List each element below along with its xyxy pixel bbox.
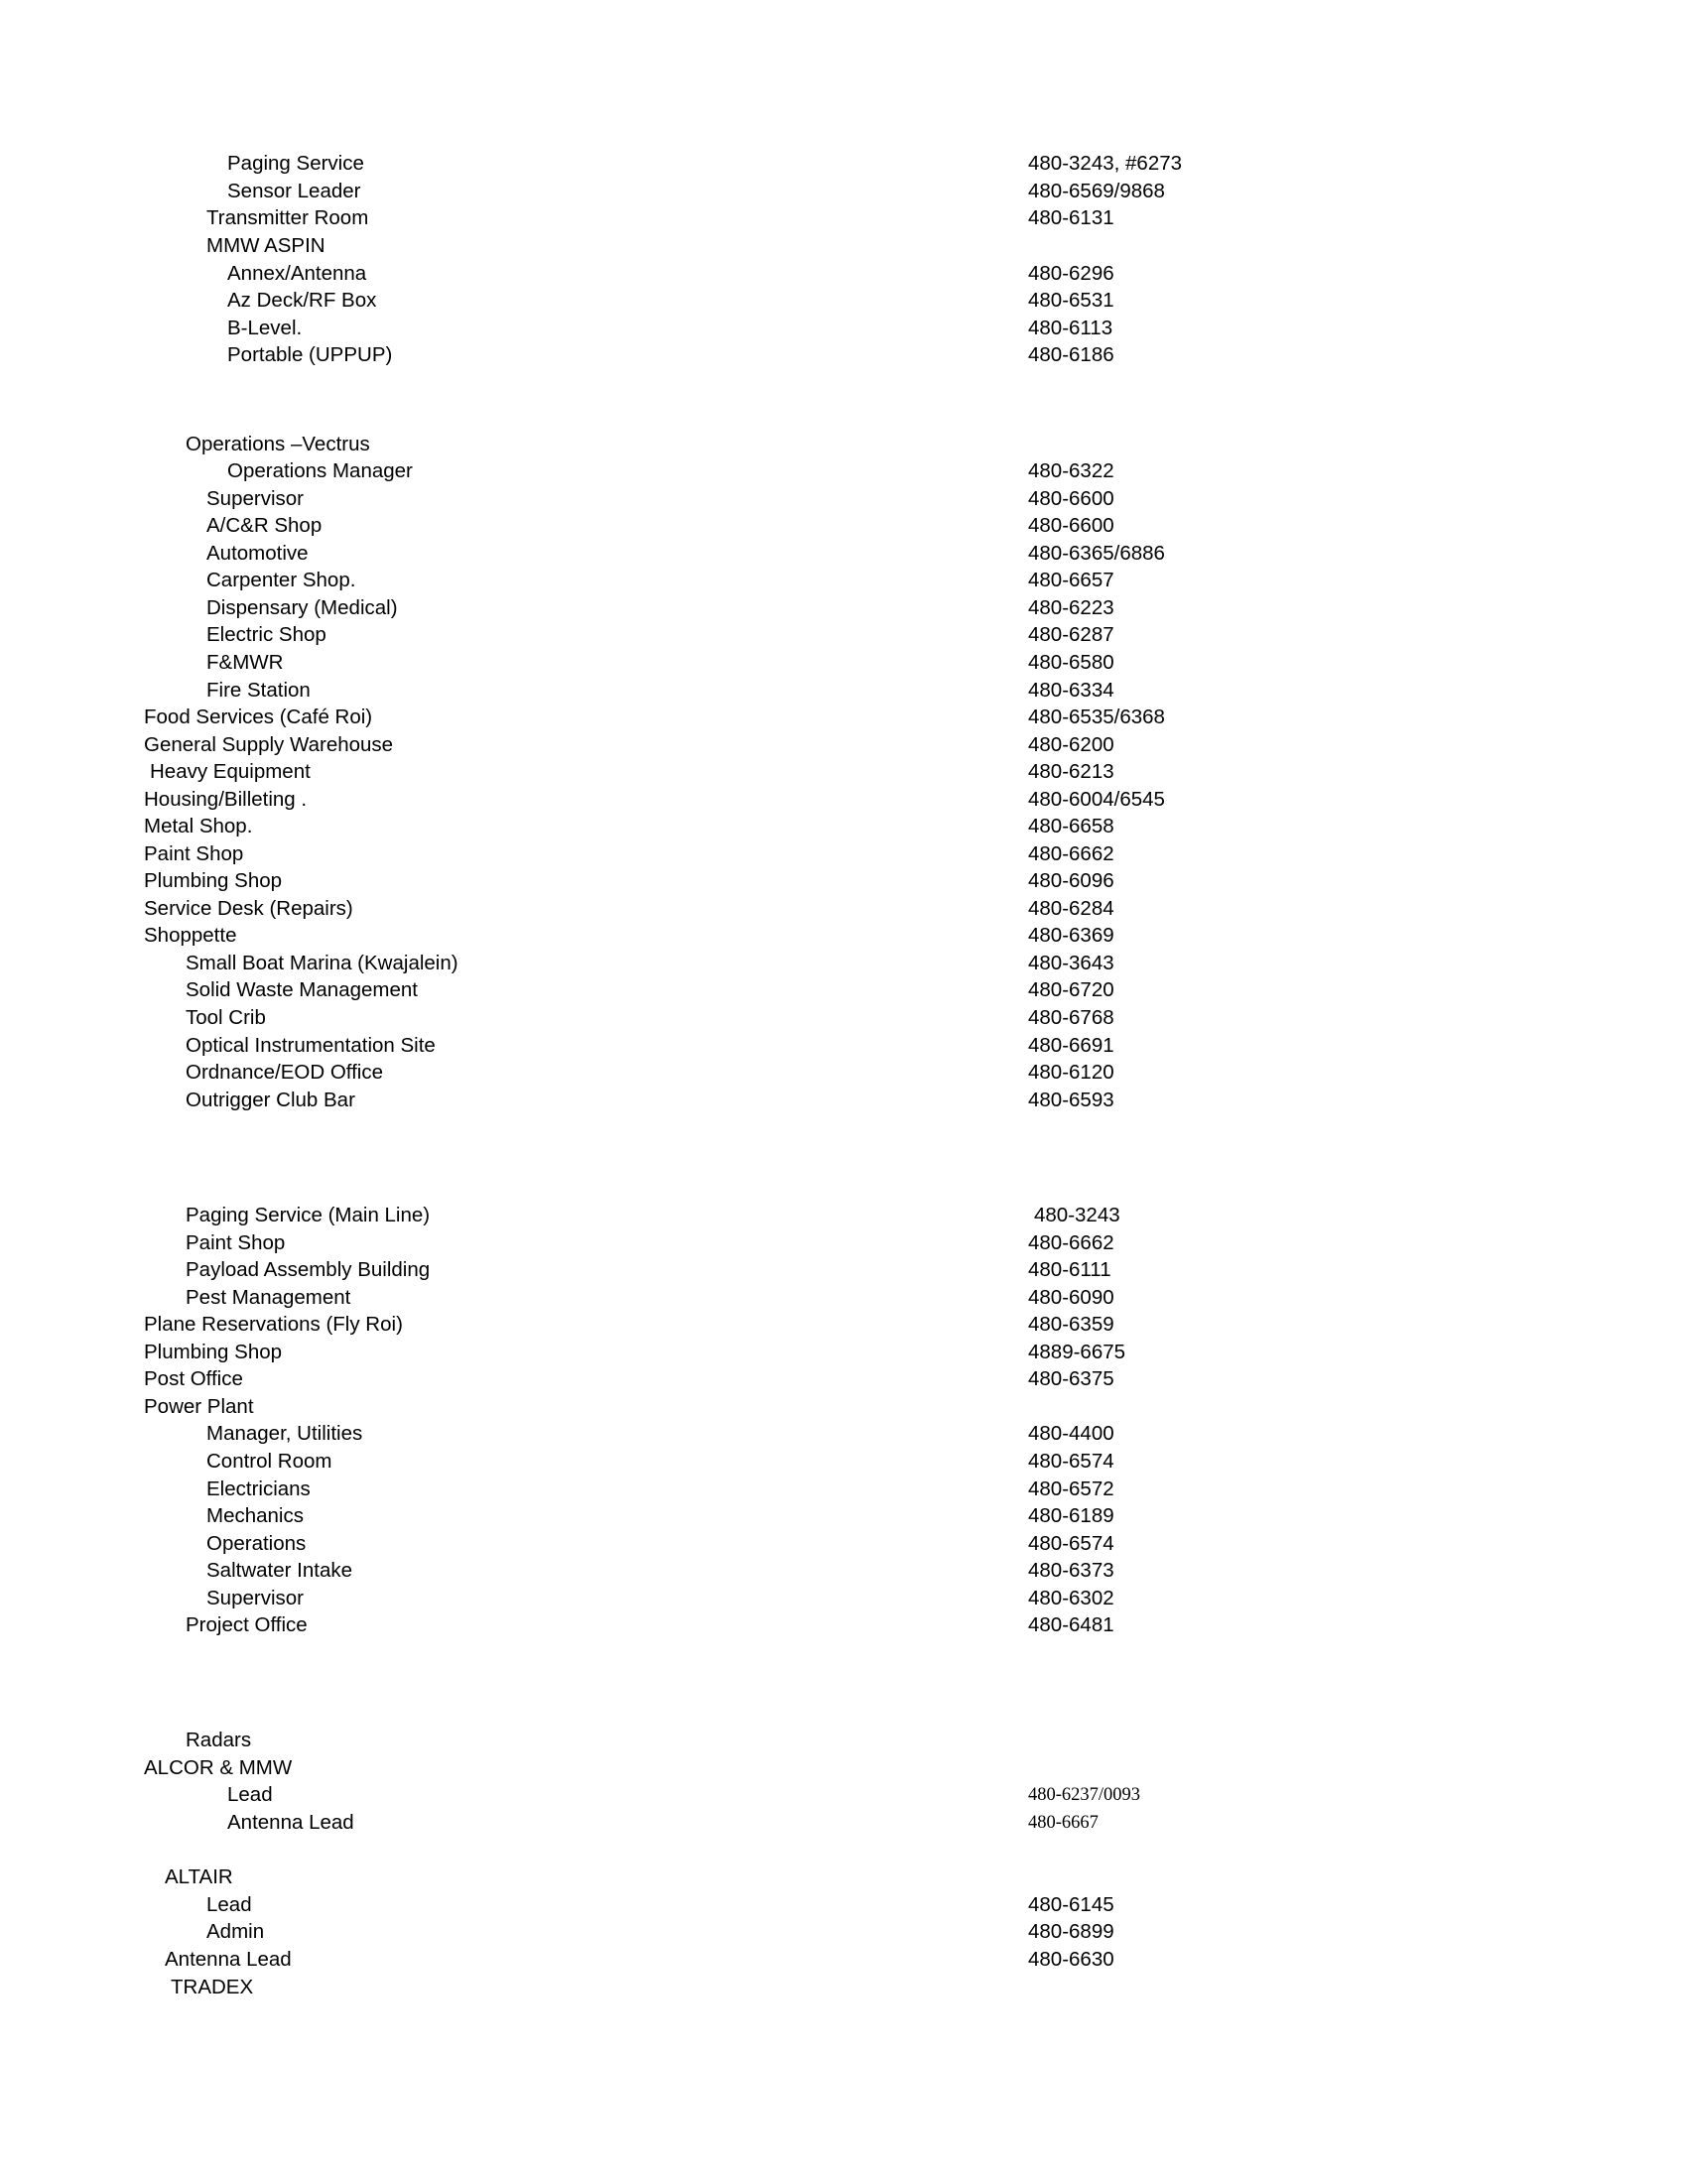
entry-number: 480-6375 (1028, 1367, 1114, 1390)
entry-label: A/C&R Shop (206, 514, 323, 537)
entry-number: 480-6630 (1028, 1948, 1114, 1971)
entry-number: 480-6200 (1028, 733, 1114, 756)
directory-entry (0, 1202, 1688, 1229)
directory-entry (0, 1284, 1688, 1312)
entry-number: 480-3643 (1028, 952, 1114, 974)
directory-entry (0, 287, 1688, 315)
entry-label: Ordnance/EOD Office (186, 1061, 384, 1084)
entry-number: 480-6287 (1028, 623, 1114, 646)
directory-entry (0, 1611, 1688, 1639)
directory-entry (0, 1530, 1688, 1558)
entry-label: MMW ASPIN (206, 234, 325, 257)
directory-entry (0, 512, 1688, 540)
directory-entry (0, 232, 1688, 260)
directory-entry (0, 1754, 1688, 1782)
entry-label: Sensor Leader (227, 180, 361, 202)
directory-entry (0, 1032, 1688, 1060)
directory-entry (0, 840, 1688, 868)
directory-entry (0, 204, 1688, 232)
entry-label: Radars (186, 1729, 252, 1751)
directory-entry (0, 341, 1688, 369)
entry-number: 480-6322 (1028, 459, 1114, 482)
directory-entry (0, 813, 1688, 840)
entry-number: 480-6899 (1028, 1920, 1114, 1943)
entry-label: Optical Instrumentation Site (186, 1034, 436, 1057)
directory-entry (0, 1946, 1688, 1974)
entry-number: 480-6223 (1028, 596, 1114, 619)
entry-label: Antenna Lead (227, 1811, 354, 1834)
directory-entry (0, 485, 1688, 513)
entry-number: 480-6662 (1028, 1231, 1114, 1254)
entry-label: Dispensary (Medical) (206, 596, 398, 619)
directory-entry (0, 315, 1688, 342)
entry-number: 480-6004/6545 (1028, 788, 1165, 811)
directory-entry (0, 976, 1688, 1004)
entry-label: Payload Assembly Building (186, 1258, 431, 1281)
entry-label: TRADEX (171, 1976, 254, 1998)
entry-number: 480-6120 (1028, 1061, 1114, 1084)
entry-label: Supervisor (206, 487, 304, 510)
section-heading (0, 1727, 1688, 1754)
entry-number: 480-6302 (1028, 1587, 1114, 1609)
entry-label: Saltwater Intake (206, 1559, 352, 1582)
directory-entry (0, 1502, 1688, 1530)
directory-entry (0, 1311, 1688, 1339)
directory-entry (0, 649, 1688, 677)
entry-label: Food Services (Café Roi) (144, 706, 373, 728)
entry-number: 480-6284 (1028, 897, 1114, 920)
directory-entry (0, 731, 1688, 759)
entry-number: 480-6720 (1028, 978, 1114, 1001)
entry-number: 480-6572 (1028, 1477, 1114, 1500)
entry-label: Plane Reservations (Fly Roi) (144, 1313, 403, 1336)
entry-label: Carpenter Shop. (206, 569, 356, 591)
entry-number: 480-4400 (1028, 1422, 1114, 1445)
entry-number: 480-6145 (1028, 1893, 1114, 1916)
entry-number: 480-6600 (1028, 514, 1114, 537)
directory-entry (0, 150, 1688, 178)
entry-number: 480-6213 (1028, 760, 1114, 783)
entry-number: 480-6096 (1028, 869, 1114, 892)
entry-number: 480-6359 (1028, 1313, 1114, 1336)
directory-entry (0, 950, 1688, 977)
entry-label: Metal Shop. (144, 815, 253, 837)
entry-label: Paint Shop (186, 1231, 286, 1254)
directory-entry (0, 1863, 1688, 1891)
entry-label: Lead (227, 1783, 273, 1806)
entry-label: ALTAIR (165, 1865, 233, 1888)
entry-number: 480-3243 (1034, 1204, 1120, 1226)
directory-entry (0, 1918, 1688, 1946)
directory-entry (0, 260, 1688, 288)
directory-entry (0, 1781, 1688, 1809)
entry-label: Service Desk (Repairs) (144, 897, 353, 920)
entry-number: 480-6090 (1028, 1286, 1114, 1309)
entry-label: Lead (206, 1893, 252, 1916)
entry-label: Paging Service (Main Line) (186, 1204, 431, 1226)
entry-label: Plumbing Shop (144, 869, 283, 892)
entry-label: Portable (UPPUP) (227, 343, 393, 366)
directory-entry (0, 1256, 1688, 1284)
directory-entry (0, 1420, 1688, 1448)
entry-number: 480-6531 (1028, 289, 1114, 312)
directory-entry (0, 594, 1688, 622)
directory-entry (0, 178, 1688, 205)
entry-label: Plumbing Shop (144, 1341, 283, 1363)
directory-entry (0, 1229, 1688, 1257)
entry-label: Mechanics (206, 1504, 304, 1527)
entry-number: 480-6189 (1028, 1504, 1114, 1527)
section-heading (0, 431, 1688, 458)
directory-entry (0, 457, 1688, 485)
entry-label: ALCOR & MMW (144, 1756, 293, 1779)
entry-label: Supervisor (206, 1587, 304, 1609)
entry-label: Operations –Vectrus (186, 433, 370, 455)
entry-number: 480-6658 (1028, 815, 1114, 837)
entry-number: 480-6768 (1028, 1006, 1114, 1029)
entry-label: Solid Waste Management (186, 978, 418, 1001)
directory-entry (0, 786, 1688, 814)
entry-number: 480-6296 (1028, 262, 1114, 285)
entry-number: 480-6535/6368 (1028, 706, 1165, 728)
directory-entry (0, 1891, 1688, 1919)
entry-number: 480-6593 (1028, 1089, 1114, 1111)
directory-entry (0, 1974, 1688, 2001)
entry-label: B-Level. (227, 317, 303, 339)
directory-entry (0, 1087, 1688, 1114)
entry-number: 480-6186 (1028, 343, 1114, 366)
entry-number: 480-6657 (1028, 569, 1114, 591)
entry-label: Power Plant (144, 1395, 254, 1418)
entry-label: Antenna Lead (165, 1948, 292, 1971)
entry-number: 480-6131 (1028, 206, 1114, 229)
entry-number: 480-6667 (1028, 1813, 1099, 1833)
directory-entry (0, 1557, 1688, 1585)
directory-entry (0, 1448, 1688, 1476)
entry-label: Paging Service (227, 152, 364, 175)
entry-number: 480-6369 (1028, 924, 1114, 947)
directory-entry (0, 540, 1688, 568)
directory-entry (0, 704, 1688, 731)
entry-label: Shoppette (144, 924, 237, 947)
entry-number: 480-6365/6886 (1028, 542, 1165, 565)
entry-number: 480-6334 (1028, 679, 1114, 702)
entry-number: 480-6237/0093 (1028, 1785, 1141, 1805)
entry-label: Control Room (206, 1450, 332, 1473)
directory-entry (0, 758, 1688, 786)
directory-entry (0, 922, 1688, 950)
entry-number: 480-6691 (1028, 1034, 1114, 1057)
entry-number: 480-3243, #6273 (1028, 152, 1183, 175)
entry-label: Az Deck/RF Box (227, 289, 377, 312)
entry-label: F&MWR (206, 651, 284, 674)
entry-label: Operations Manager (227, 459, 413, 482)
directory-entry (0, 895, 1688, 923)
directory-entry (0, 567, 1688, 594)
entry-label: Project Office (186, 1613, 308, 1636)
entry-label: Automotive (206, 542, 309, 565)
entry-label: Annex/Antenna (227, 262, 367, 285)
entry-label: Tool Crib (186, 1006, 266, 1029)
directory-entry (0, 677, 1688, 705)
directory-entry (0, 1339, 1688, 1366)
entry-number: 480-6662 (1028, 842, 1114, 865)
directory-entry (0, 1059, 1688, 1087)
directory-entry (0, 1393, 1688, 1421)
entry-label: Small Boat Marina (Kwajalein) (186, 952, 458, 974)
entry-label: Electric Shop (206, 623, 326, 646)
directory-entry (0, 1365, 1688, 1393)
entry-number: 480-6373 (1028, 1559, 1114, 1582)
entry-label: Paint Shop (144, 842, 244, 865)
entry-label: Post Office (144, 1367, 243, 1390)
entry-number: 480-6600 (1028, 487, 1114, 510)
entry-label: Electricians (206, 1477, 311, 1500)
entry-number: 480-6574 (1028, 1532, 1114, 1555)
entry-number: 480-6580 (1028, 651, 1114, 674)
directory-entry (0, 621, 1688, 649)
directory-entry (0, 1004, 1688, 1032)
directory-entry (0, 1585, 1688, 1612)
entry-number: 4889-6675 (1028, 1341, 1126, 1363)
entry-number: 480-6481 (1028, 1613, 1114, 1636)
entry-label: Admin (206, 1920, 265, 1943)
entry-label: Outrigger Club Bar (186, 1089, 355, 1111)
entry-label: Pest Management (186, 1286, 351, 1309)
directory-entry (0, 867, 1688, 895)
entry-label: Fire Station (206, 679, 311, 702)
directory-entry (0, 1809, 1688, 1837)
directory-entry (0, 1476, 1688, 1503)
entry-label: Manager, Utilities (206, 1422, 363, 1445)
entry-number: 480-6113 (1028, 317, 1113, 339)
entry-label: General Supply Warehouse (144, 733, 394, 756)
entry-label: Operations (206, 1532, 307, 1555)
entry-label: Housing/Billeting . (144, 788, 308, 811)
entry-number: 480-6569/9868 (1028, 180, 1165, 202)
entry-number: 480-6574 (1028, 1450, 1114, 1473)
entry-number: 480-6111 (1028, 1258, 1111, 1281)
entry-label: Transmitter Room (206, 206, 369, 229)
entry-label: Heavy Equipment (150, 760, 311, 783)
